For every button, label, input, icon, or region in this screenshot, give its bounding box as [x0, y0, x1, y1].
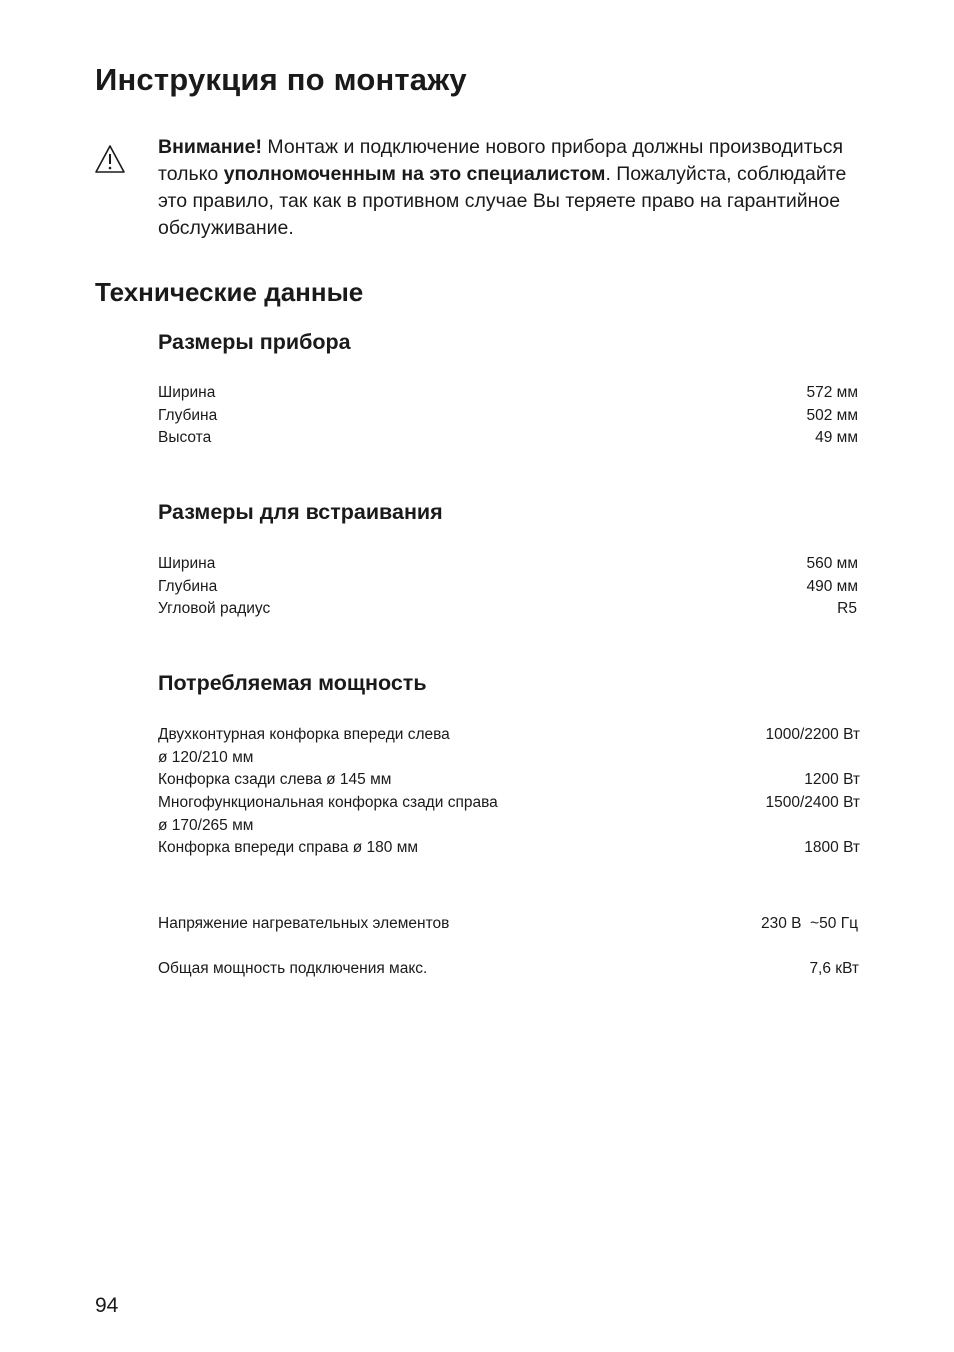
row-label: Высота	[158, 429, 212, 446]
row-label: Конфорка впереди справа ø 180 мм	[158, 839, 419, 856]
power-heading: Потребляемая мощность	[158, 671, 427, 695]
row-label	[158, 724, 450, 769]
row-value: 1200 Вт	[804, 771, 860, 788]
power-row	[158, 792, 860, 837]
warning-bold: уполномоченным на это специалистом	[223, 163, 606, 185]
row-value: 560 мм	[806, 555, 858, 572]
row-label: Ширина	[158, 384, 216, 401]
row-value: 1800 Вт	[804, 839, 860, 856]
row-label: Общая мощность подключения макс.	[158, 960, 428, 977]
power-row	[158, 724, 860, 769]
device-dims-row	[158, 382, 858, 405]
row-label-line2: ø 170/265 мм	[158, 816, 254, 834]
install-dims-row	[158, 598, 857, 621]
row-value: 49 мм	[815, 429, 858, 446]
device-dims-row	[158, 405, 858, 428]
device-dims-row	[158, 427, 858, 450]
row-value: 1500/2400 Вт	[765, 794, 860, 811]
row-value: 502 мм	[806, 407, 858, 424]
install-dims-heading: Размеры для встраивания	[158, 500, 443, 524]
power-row	[158, 769, 860, 792]
power-row	[158, 837, 860, 860]
warning-text-2: . Пожалуйста, соблюдайте это правило, так как в противном случае Вы теряете право на гарантийное обслуживание.	[158, 163, 847, 239]
warning-lead: Внимание!	[158, 136, 262, 158]
warning-paragraph	[158, 134, 878, 242]
row-label: Угловой радиус	[158, 600, 271, 617]
row-label-line1: Двухконтурная конфорка впереди слева	[158, 726, 450, 743]
row-label-line1: Многофункциональная конфорка сзади справа	[158, 794, 498, 811]
row-label: Напряжение нагревательных элементов	[158, 915, 450, 932]
row-value: 572 мм	[806, 384, 858, 401]
row-label: Глубина	[158, 578, 218, 595]
install-dims-row	[158, 576, 858, 599]
tech-data-heading: Технические данные	[95, 277, 364, 307]
install-dims-row	[158, 553, 858, 576]
row-label: Конфорка сзади слева ø 145 мм	[158, 771, 392, 788]
row-value: 230 В ~50 Гц	[761, 915, 858, 932]
page-title: Инструкция по монтажу	[95, 62, 467, 97]
page-number: 94	[95, 1294, 119, 1317]
row-label: Глубина	[158, 407, 218, 424]
row-value: 490 мм	[806, 578, 858, 595]
warning-text-1: Монтаж и подключение нового прибора должны производиться только	[158, 136, 844, 185]
voltage-row	[158, 913, 858, 936]
row-value: 7,6 кВт	[809, 960, 859, 977]
row-label	[158, 792, 498, 837]
device-dims-heading: Размеры прибора	[158, 330, 351, 354]
row-value: 1000/2200 Вт	[765, 726, 860, 743]
warning-triangle-icon	[94, 144, 126, 174]
row-value: R5	[837, 600, 857, 617]
row-label-line2: ø 120/210 мм	[158, 748, 254, 766]
row-label: Ширина	[158, 555, 216, 572]
total-power-row	[158, 958, 859, 981]
